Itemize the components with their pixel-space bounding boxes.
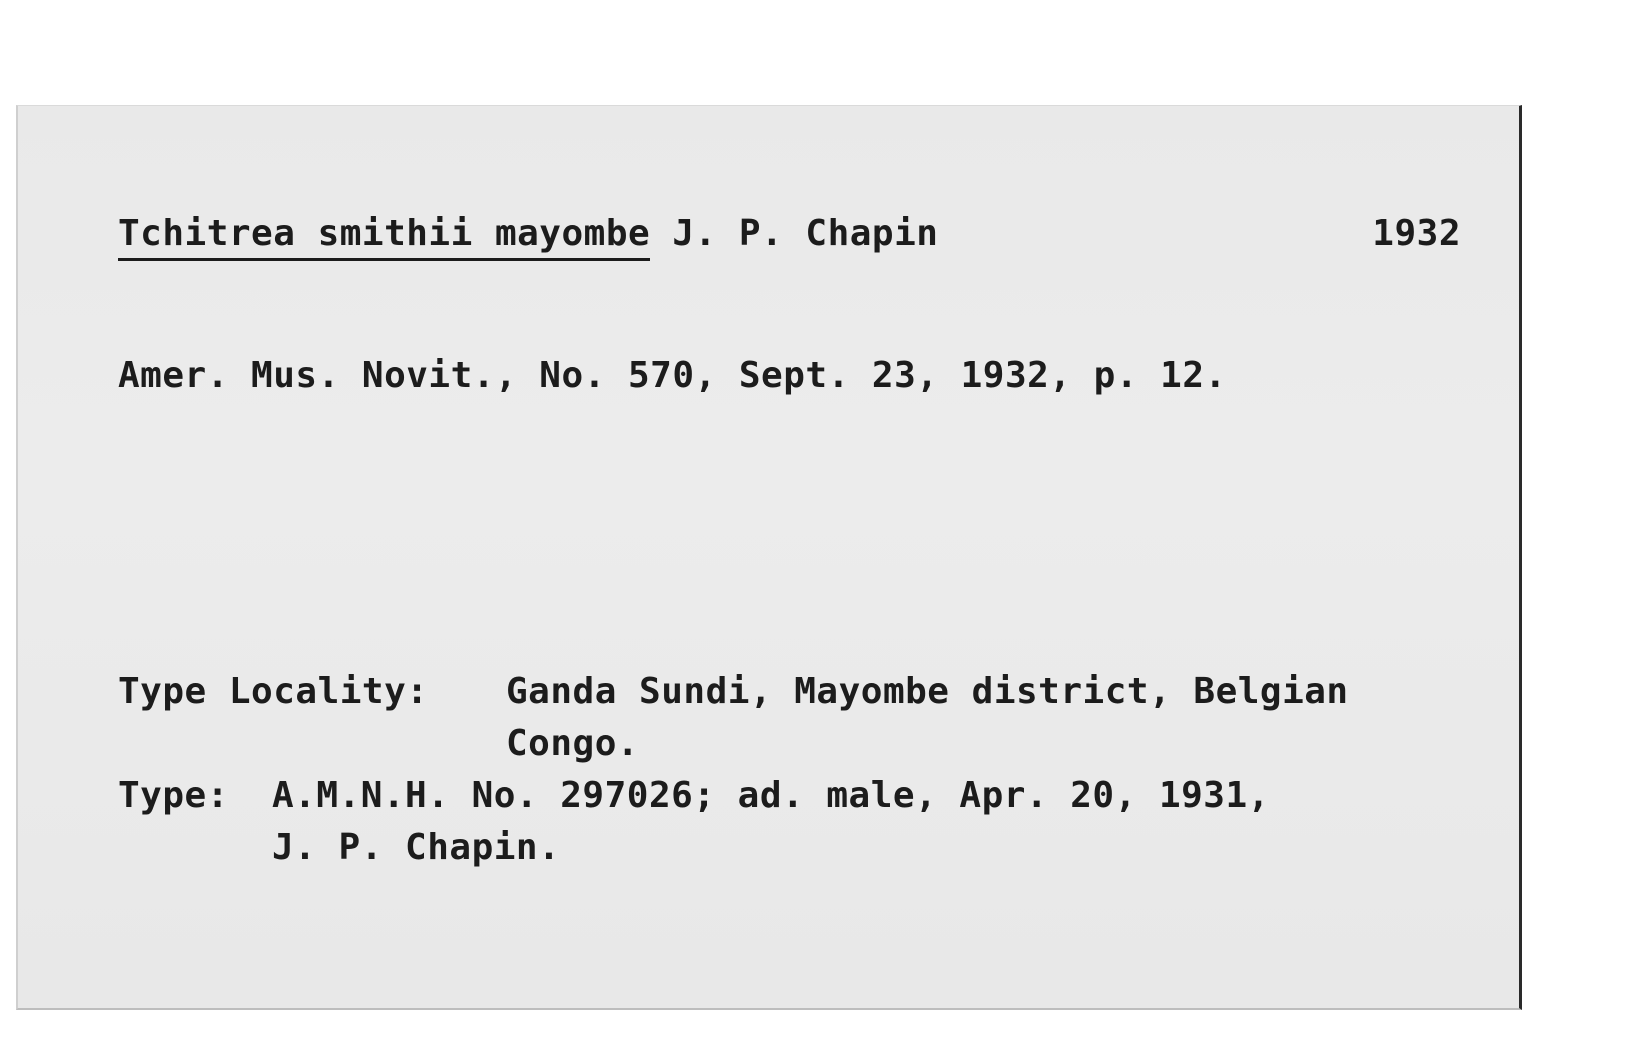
type-locality-line-1: Ganda Sundi, Mayombe district, Belgian xyxy=(506,671,1349,712)
title-line xyxy=(118,213,939,254)
year: 1932 xyxy=(1372,213,1461,254)
publication-reference: Amer. Mus. Novit., No. 570, Sept. 23, 1932, p. 12. xyxy=(118,355,1227,396)
type-locality-label: Type Locality: xyxy=(118,671,429,712)
index-card xyxy=(16,105,1522,1010)
type-line-1: A.M.N.H. No. 297026; ad. male, Apr. 20, 1931, xyxy=(272,775,1270,816)
type-label: Type: xyxy=(118,775,229,816)
type-line-2: J. P. Chapin. xyxy=(272,827,561,868)
author: J. P. Chapin xyxy=(650,213,939,254)
type-locality-line-2: Congo. xyxy=(506,723,640,764)
taxon-name: Tchitrea smithii mayombe xyxy=(118,213,650,261)
